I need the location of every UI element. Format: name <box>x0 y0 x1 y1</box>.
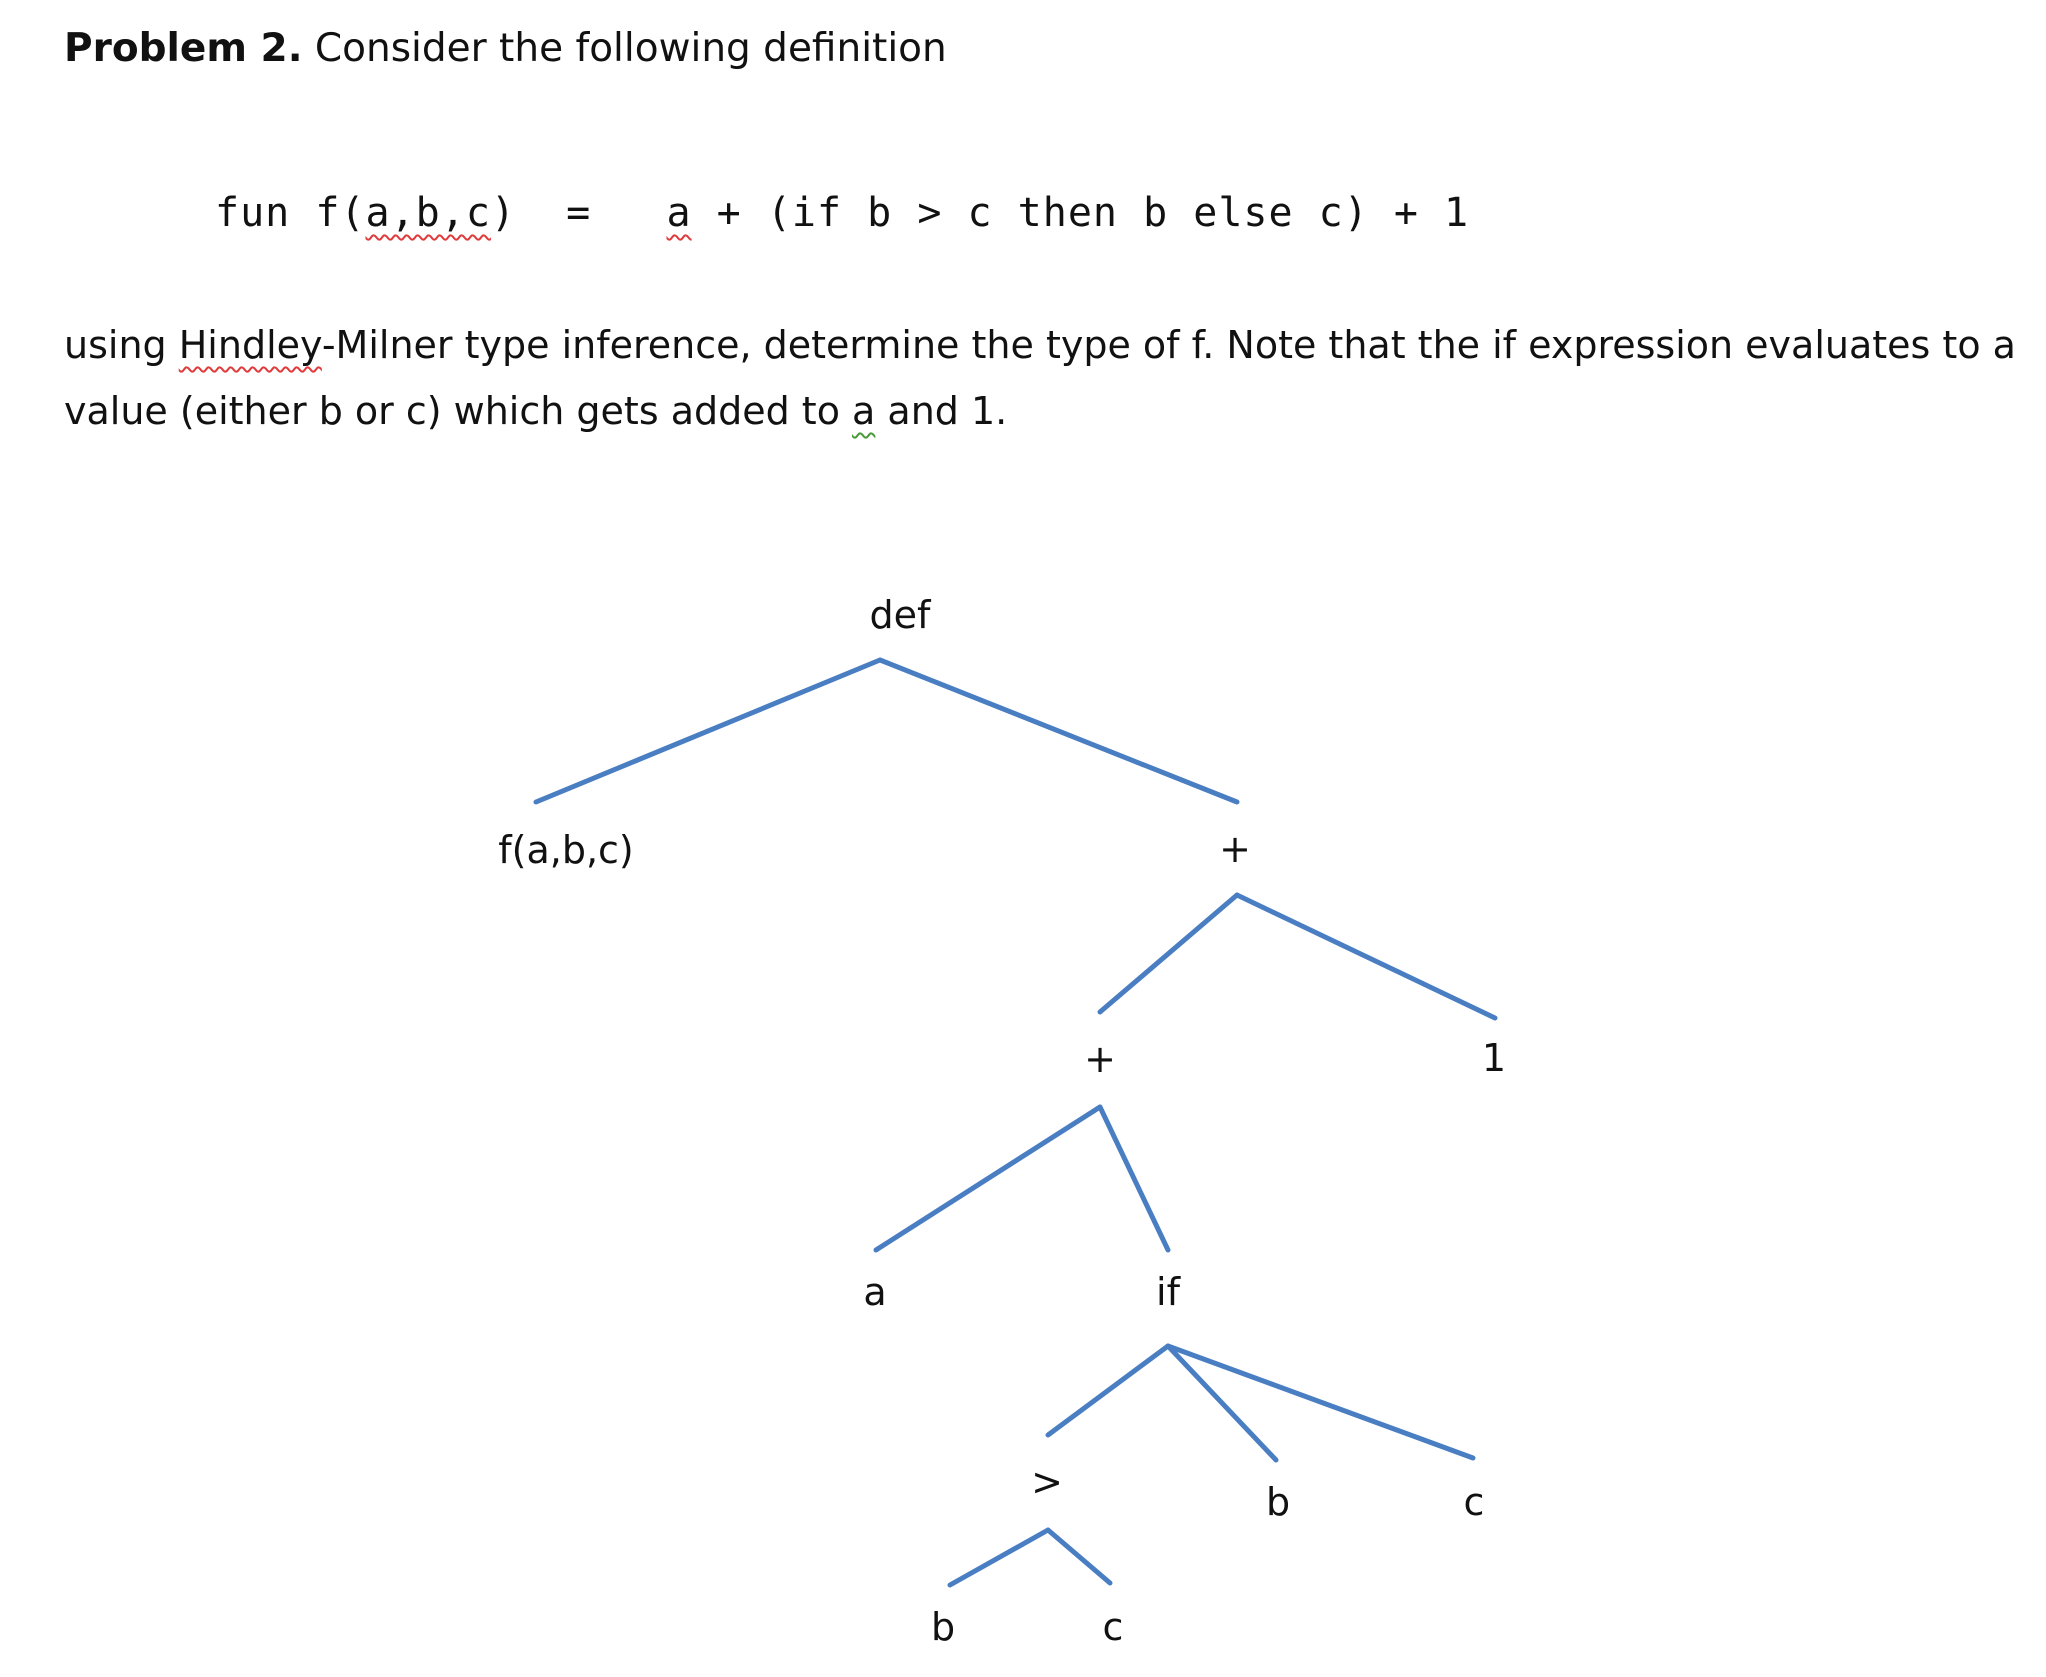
edge-def-f <box>536 660 880 802</box>
code-rest: + (if b > c then b else c) + 1 <box>691 190 1470 236</box>
node-def: def <box>869 593 931 637</box>
edge-plus2-if <box>1100 1107 1168 1250</box>
edge-plus2-a <box>876 1107 1100 1250</box>
problem-label: Problem 2. <box>64 26 303 71</box>
line2-pre: value (either b or c) which gets added to <box>64 389 853 433</box>
code-prefix: fun f( <box>215 190 366 236</box>
edge-plus-plus <box>1100 895 1237 1012</box>
node-gt-c: c <box>1102 1605 1124 1649</box>
edge-plus-one <box>1237 895 1495 1018</box>
node-one: 1 <box>1481 1036 1507 1080</box>
edge-if-b <box>1168 1346 1276 1460</box>
node-f-abc: f(a,b,c) <box>498 828 634 872</box>
node-if: if <box>1156 1270 1180 1314</box>
node-if-b: b <box>1265 1480 1291 1524</box>
line1-post: -Milner type inference, determine the type of f. Note that the if expression evaluates to a <box>321 323 2016 367</box>
node-gt-b: b <box>930 1605 956 1649</box>
code-params: a,b,c <box>365 190 491 236</box>
line2-a: a <box>852 389 876 433</box>
edge-def-plus <box>880 660 1237 802</box>
hindley-term: Hindley <box>178 323 322 367</box>
node-a: a <box>863 1270 887 1314</box>
edge-if-c <box>1168 1346 1473 1458</box>
code-eq: ) = <box>490 190 667 236</box>
line2-post: and 1. <box>875 389 1008 433</box>
line1-pre: using <box>64 323 179 367</box>
node-plus-outer: + <box>1219 827 1251 871</box>
node-plus-inner: + <box>1084 1037 1116 1081</box>
edge-gt-b <box>950 1530 1048 1585</box>
edge-if-gt <box>1048 1346 1168 1435</box>
node-if-c: c <box>1463 1480 1485 1524</box>
edge-gt-c <box>1048 1530 1110 1583</box>
problem-intro: Consider the following definition <box>302 26 947 71</box>
code-a: a <box>666 190 692 236</box>
node-gt: > <box>1031 1460 1063 1504</box>
